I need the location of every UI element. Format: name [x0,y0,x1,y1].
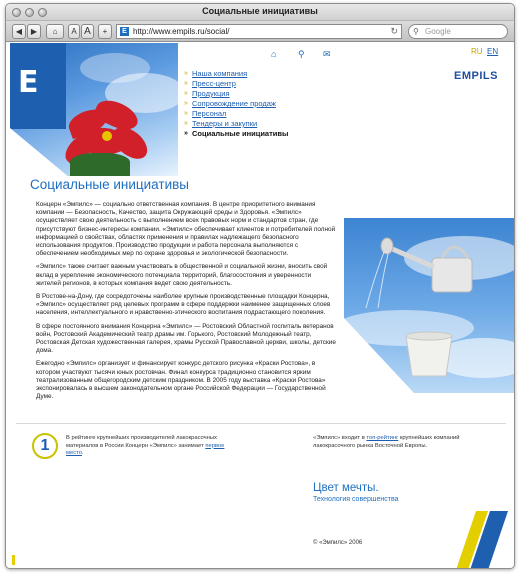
home-icon[interactable]: ⌂ [271,49,277,59]
back-button[interactable]: ◀ [12,24,26,39]
lang-ru-link[interactable]: RU [471,47,483,56]
watering-can-image [344,218,514,393]
nav-item-sales-support[interactable]: » Сопровождение продаж [184,99,276,108]
copyright: © «Эмпилс» 2006 [313,540,363,546]
decorative-stripes [446,511,514,569]
corner-marker [12,555,15,565]
nav-item-company[interactable]: » Наша компания [184,69,248,78]
mail-icon[interactable]: ✉ [323,49,331,59]
slogan-subtitle: Технология совершенства [313,496,399,503]
paragraph: «Эмпилс» также считает важным участвовать в общественной и социальной жизни, вносить свой вклад в укрепление экономического потенциала территорий, благосостояния и уверенности жителей регионов, в которых компания ведет свою деятельность. [36,263,328,287]
paragraph: В Ростове-на-Дону, где сосредоточены наиболее крупные производственные площадки Концерна, «Эмпилс» осуществляет ряд целевых программ в сфере поддержки наименее защищенных слоев населения, интеллектуального и нравственно-этического воспитания подрастающего поколения. [36,293,331,317]
browser-window [5,3,515,569]
forward-button[interactable]: ▶ [27,24,41,39]
paragraph: Ежегодно «Эмпилс» организует и финансирует конкурс детского рисунка «Краски Ростова», в котором участвуют тысячи юных ростовчан. Финал конкурса традиционно становится ярким театрализованным общегородским детским праздником. В 2005 году выставка «Краски Ростова» экспонировалась в высшем законодательном органе Российской Федерации — Государственной Думе. [36,360,326,401]
footer-divider [16,423,506,424]
brand-logo[interactable]: EMPILS [454,70,498,82]
nav-item-social[interactable]: » Социальные инициативы [184,129,289,138]
first-place-link[interactable]: первое место [66,442,225,456]
lang-en-link[interactable]: EN [487,47,499,56]
paragraph: Концерн «Эмпилс» — социально ответственная компания. В центре приоритетного внимания компании — Безопасность, Качество, защита Окружающей среды и Здоровья. «Эмпилс» осуществляет свою деятельность с выполнением всех правовых норм и стандартов стран, где присутствуют бизнес-интересы компании. «Эмпилс» обеспечивает клиентов и потребителей полной информацией о свойствах, областях применения и правилах надлежащего безопасного использования продуктов. Производство продукции и работа персонала выполняются с обеспечением необходимых мер по охране здоровья и экологической безопасности. [36,201,336,258]
rating-note-2: «Эмпилс» входит в топ-рейтинг крупнейших компаний лакокрасочного рынка Восточной Европы. [313,435,460,449]
paragraph: В сфере постоянного внимания Концерна «Эмпилс» — Ростовский Областной госпиталь ветеранов войн, Ростовский Академический театр драмы им. Горького, Ростовский Молодежный театр, Ростовская Детская художественная галерея, храмы Русской Православной церкви, школы, детские дома. [36,322,336,355]
main-content [36,201,336,406]
search-icon[interactable]: ⚲ [298,49,305,59]
nav-item-personnel[interactable]: » Персонал [184,109,227,118]
text-smaller-button[interactable]: A [68,24,80,39]
browser-toolbar [6,21,514,42]
main-nav [183,69,288,139]
window-title: Социальные инициативы [202,6,318,16]
reload-icon[interactable]: ↻ [390,26,398,36]
nav-item-press[interactable]: » Пресс-центр [184,79,236,88]
home-button[interactable]: ⌂ [46,24,64,39]
nav-item-tenders[interactable]: » Тендеры и закупки [184,119,258,128]
title-bar [6,4,514,21]
search-placeholder: Google [425,27,451,36]
address-bar[interactable] [116,24,402,39]
logo-letter: E [18,65,39,100]
first-place-badge: 1 [32,433,58,459]
hero-diagonal-cut [10,128,70,178]
web-page [6,43,514,569]
nav-item-products[interactable]: » Продукция [184,89,230,98]
search-input[interactable] [408,24,508,39]
search-icon: ⚲ [413,27,419,36]
url-text: http://www.empils.ru/social/ [133,27,230,36]
logo-block[interactable] [10,43,66,129]
text-larger-button[interactable]: A [81,24,94,39]
page-title: Социальные инициативы [30,177,189,192]
favicon-icon: E [120,27,129,36]
add-bookmark-button[interactable]: + [98,24,112,39]
rating-note-1: В рейтинге крупнейших производителей лакокрасочных материалов в России Концерн «Эмпилс» занимает первое место. [66,435,225,456]
slogan-title: Цвет мечты. [313,482,379,494]
top-rating-link[interactable]: топ-рейтинг [366,435,399,441]
